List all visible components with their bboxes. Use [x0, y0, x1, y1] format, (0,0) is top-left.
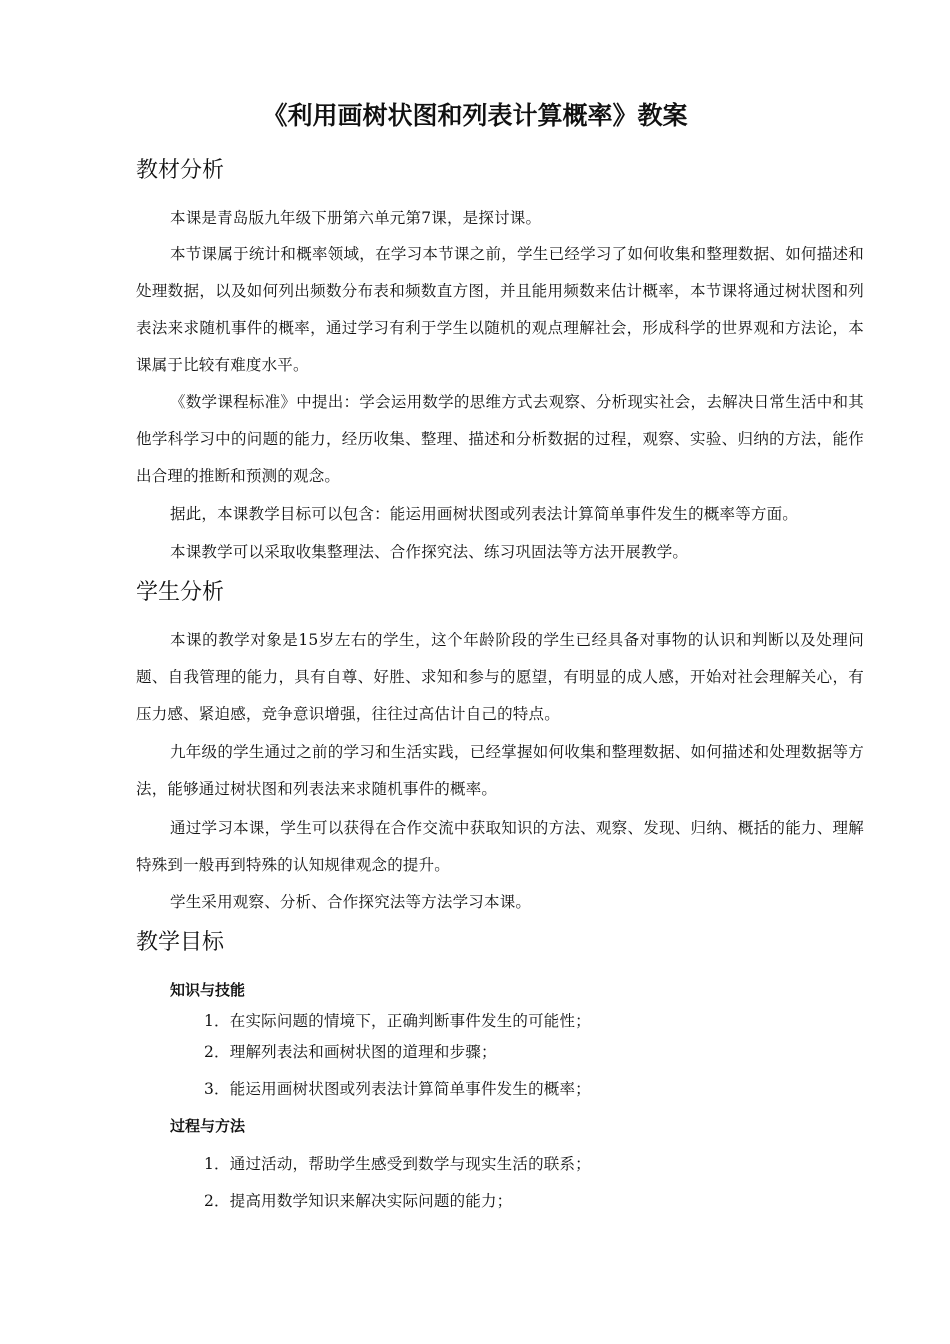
paragraph: 本课教学可以采取收集整理法、合作探究法、练习巩固法等方法开展教学。	[170, 543, 689, 561]
list-item: 2．理解列表法和画树状图的道理和步骤；	[204, 1043, 497, 1061]
section-heading-material: 教材分析	[136, 158, 225, 183]
list-item: 2．提高用数学知识来解决实际问题的能力；	[204, 1192, 513, 1210]
list-item: 1．通过活动，帮助学生感受到数学与现实生活的联系；	[204, 1155, 591, 1173]
paragraph: 九年级的学生通过之前的学习和生活实践，已经掌握如何收集和整理数据、如何描述和处理数据等方法，能够通过树状图和列表法来求随机事件的概率。	[136, 743, 864, 798]
list-item: 1．在实际问题的情境下，正确判断事件发生的可能性；	[204, 1012, 591, 1030]
paragraph: 本节课属于统计和概率领域，在学习本节课之前，学生已经学习了如何收集和整理数据、如何描述和处理数据，以及如何列出频数分布表和频数直方图，并且能用频数来估计概率，本节课将通过树状图和列表法来求随机事件的概率，通过学习有利于学生以随机的观点理解社会，形成科学的世界观和方法论，本课属于比较有难度水平。	[136, 245, 864, 374]
section-heading-goals: 教学目标	[136, 930, 225, 955]
paragraph: 据此，本课教学目标可以包含：能运用画树状图或列表法计算简单事件发生的概率等方面。	[170, 505, 799, 523]
paragraph: 通过学习本课，学生可以获得在合作交流中获取知识的方法、观察、发现、归纳、概括的能力、理解特殊到一般再到特殊的认知规律观念的提升。	[136, 819, 864, 874]
paragraph: 本课是青岛版九年级下册第六单元第7课，是探讨课。	[170, 209, 542, 227]
section-heading-students: 学生分析	[136, 580, 225, 605]
paragraph: 《数学课程标准》中提出：学会运用数学的思维方式去观察、分析现实社会，去解决日常生活中和其他学科学习中的问题的能力，经历收集、整理、描述和分析数据的过程，观察、实验、归纳的方法，能作出合理的推断和预测的观念。	[136, 393, 864, 485]
document-title: 《利用画树状图和列表计算概率》教案	[262, 101, 688, 130]
paragraph: 学生采用观察、分析、合作探究法等方法学习本课。	[170, 893, 532, 911]
list-item: 3．能运用画树状图或列表法计算简单事件发生的概率；	[204, 1080, 591, 1098]
paragraph: 本课的教学对象是15岁左右的学生，这个年龄阶段的学生已经具备对事物的认识和判断以及处理问题、自我管理的能力，具有自尊、好胜、求知和参与的愿望，有明显的成人感，开始对社会理解关心，有压力感、紧迫感，竞争意识增强，往往过高估计自己的特点。	[136, 631, 864, 723]
subheading-knowledge: 知识与技能	[170, 981, 246, 999]
subheading-process: 过程与方法	[170, 1117, 246, 1135]
